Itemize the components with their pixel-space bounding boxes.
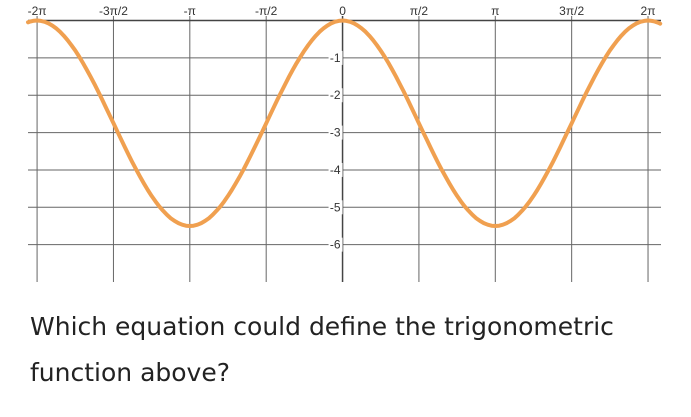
x-tick-label: π/2: [409, 4, 429, 18]
y-tick-label: -2: [329, 88, 341, 103]
y-tick-label: -1: [329, 50, 341, 65]
x-tick-label: 0: [339, 4, 346, 18]
y-tick-label: -3: [329, 125, 341, 140]
y-tick-label: -5: [329, 200, 341, 215]
x-tick-label: 3π/2: [559, 4, 585, 18]
x-tick-label: -π: [183, 4, 196, 18]
x-tick-label: 2π: [640, 4, 656, 18]
x-tick-label: π: [491, 4, 500, 18]
question-text: Which equation could define the trigonometric function above?: [30, 312, 614, 387]
x-tick-label: -3π/2: [98, 4, 128, 18]
x-tick-label: -π/2: [255, 4, 278, 18]
y-tick-label: -6: [329, 237, 341, 252]
x-tick-label: -2π: [27, 4, 47, 18]
y-tick-label: -4: [329, 162, 341, 177]
